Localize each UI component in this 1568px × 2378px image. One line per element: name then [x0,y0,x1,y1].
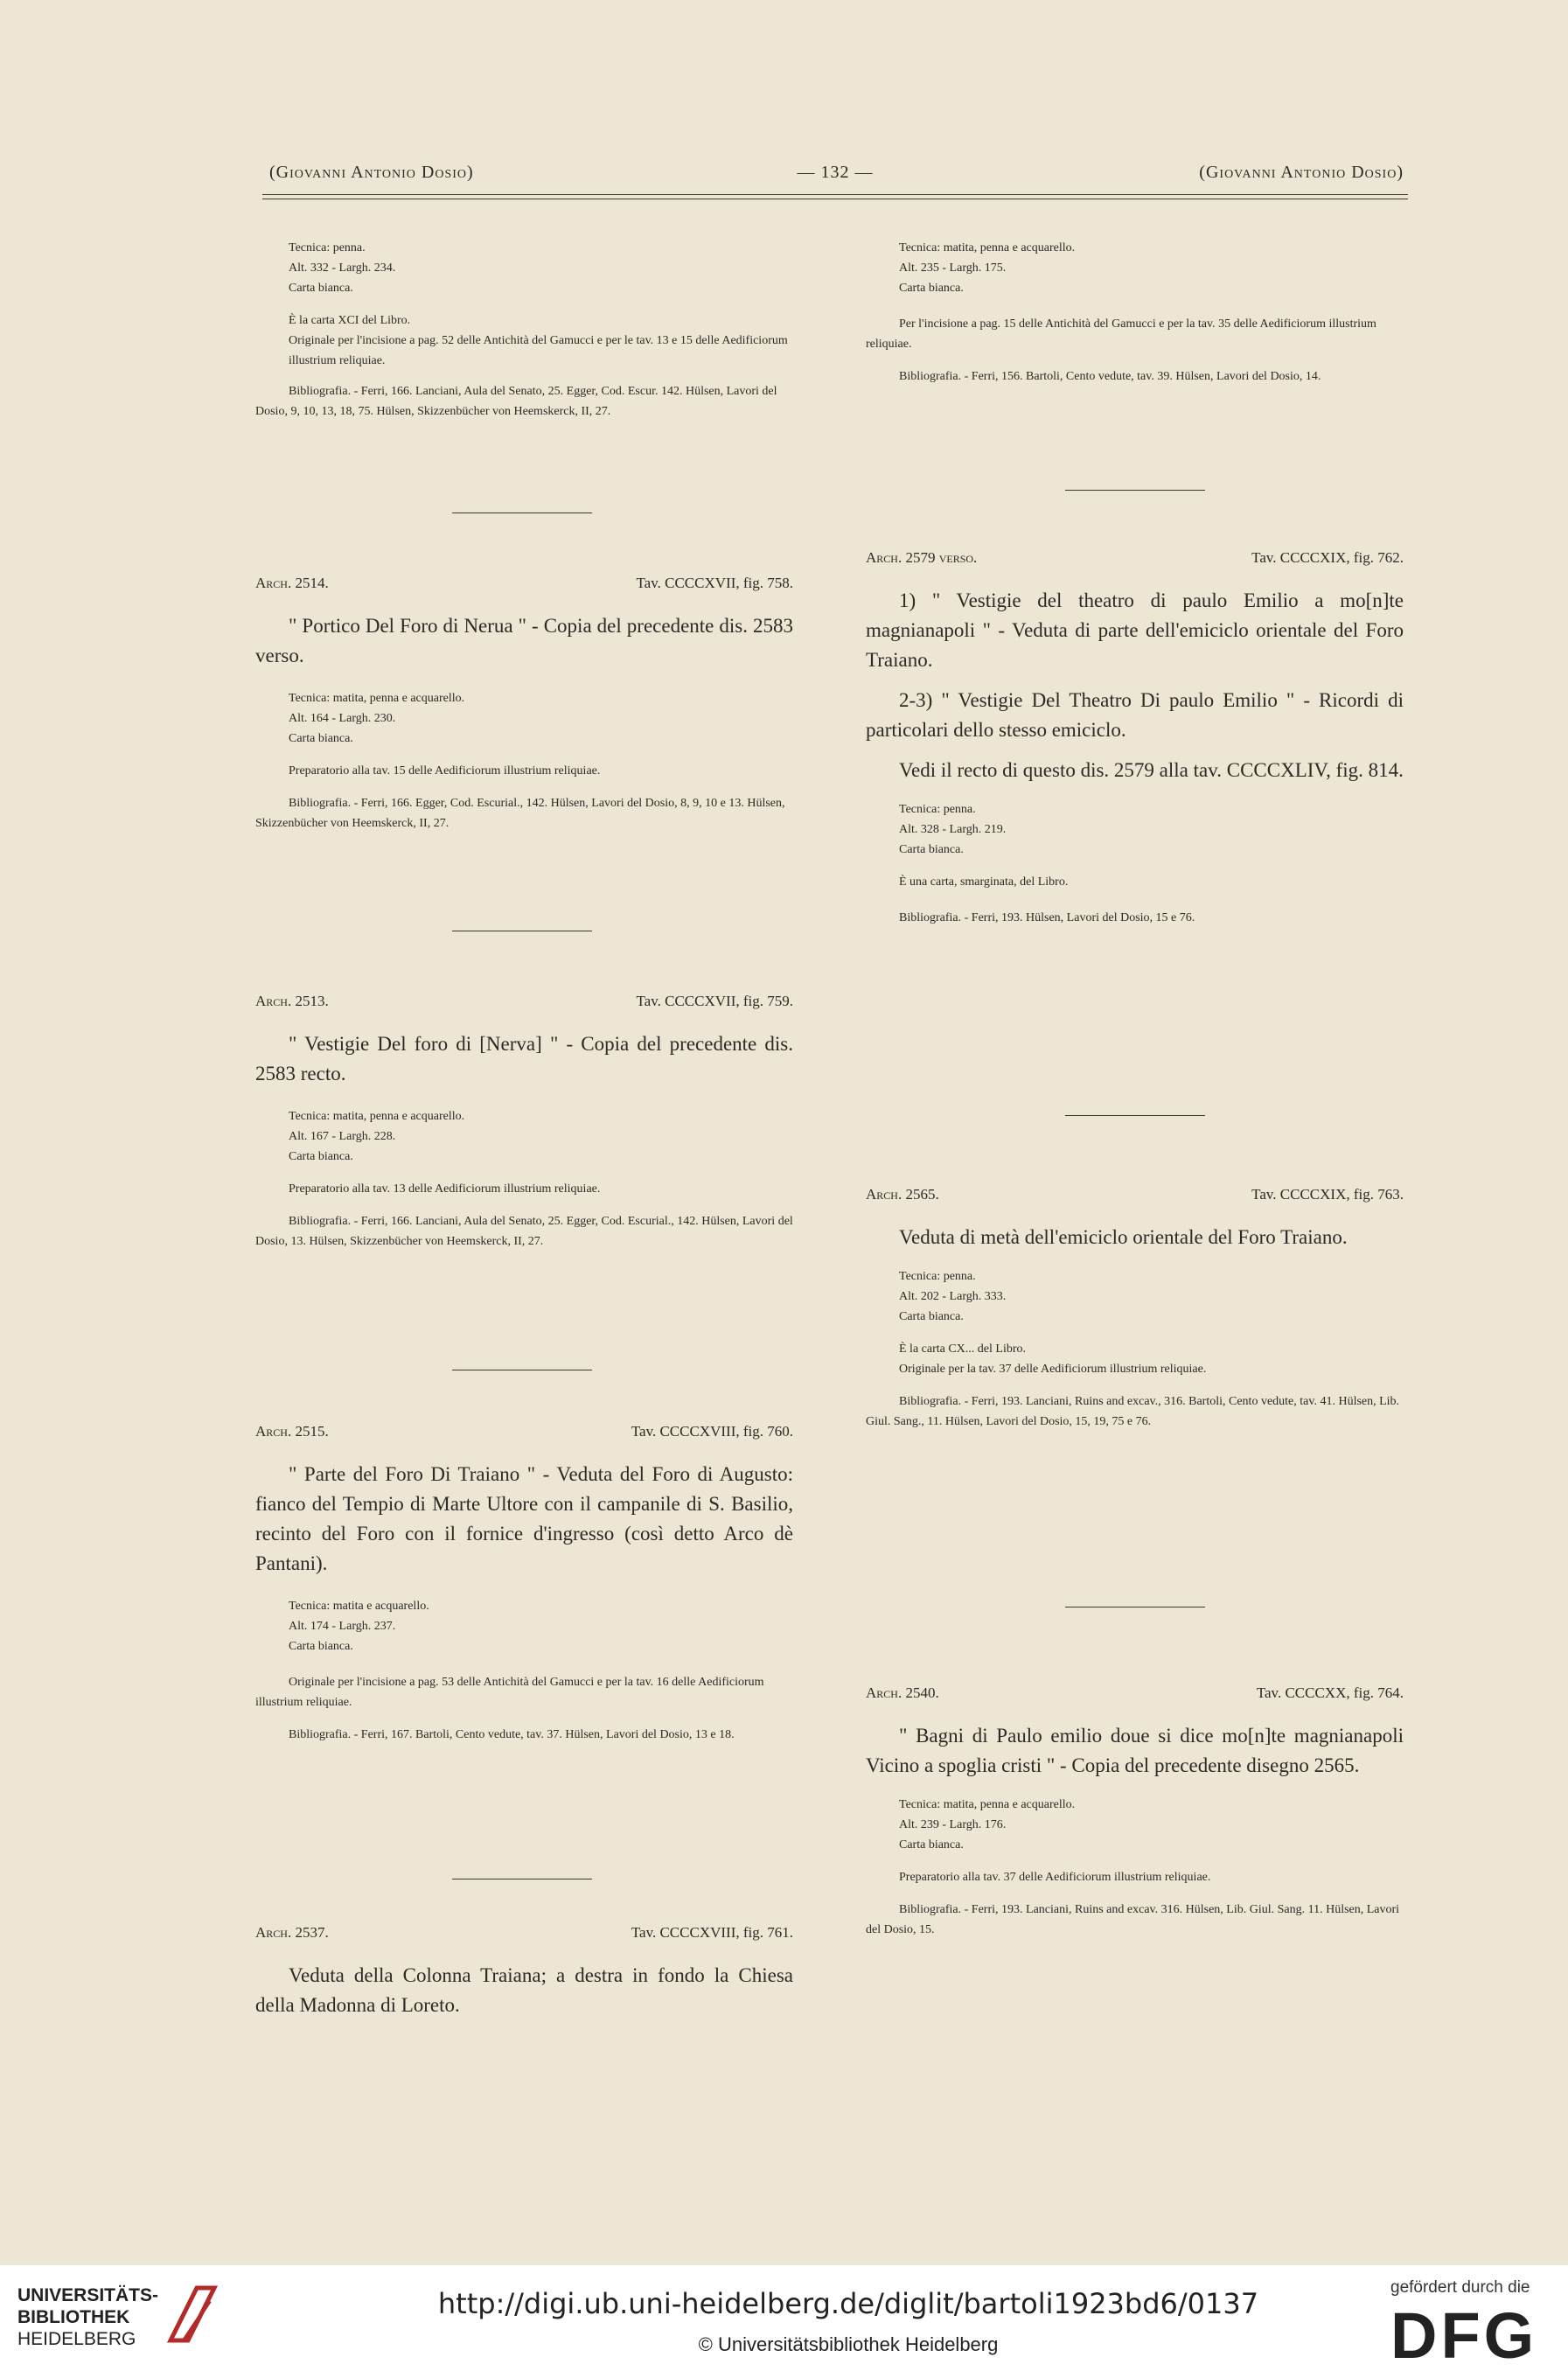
technique: Tecnica: matita, penna e acquarello. [289,692,465,705]
entry-header [866,1186,1404,1210]
dimensions: Alt. 174 - Largh. 237. [289,1620,396,1633]
entry-description: " Parte del Foro Di Traiano " - Veduta del Foro di Augusto: fianco del Tempio di Marte Ultore con il campanile di S. Basilio, recinto del Foro con il fornice d'ingresso (così detto Arco dè Pantani). [255,1463,793,1574]
left-column [255,0,793,2265]
header-right: (Giovanni Antonio Dosio) [1199,163,1404,182]
plate-reference: Tav. CCCCXVIII, fig. 760. [631,1423,793,1440]
original-note: Originale per l'incisione a pag. 53 delle Antichità del Gamucci e per la tav. 16 delle Aedificiorum illustrium reliquiae. [255,1676,764,1709]
original-note: Originale per l'incisione a pag. 52 delle Antichità del Gamucci e per le tav. 13 e 15 delle Aedificiorum illustrium reliquiae. [289,334,788,367]
entry-header [866,549,1404,574]
logo-line: HEIDELBERG [17,2329,136,2349]
original-note: Originale per la tav. 37 delle Aedificiorum illustrium reliquiae. [899,1363,1207,1376]
header-left: (Giovanni Antonio Dosio) [269,163,474,182]
technique: Tecnica: penna. [899,1270,976,1283]
arch-number: Arch. 2565. [866,1186,939,1203]
entry-2540 [866,1684,1404,1940]
paper: Carta bianca. [289,1150,353,1163]
technique: Tecnica: matita, penna e acquarello. [899,241,1076,255]
dfg-logo: DFG [1390,2299,1538,2372]
paper: Carta bianca. [899,1310,964,1323]
entry-2513 [255,993,793,1252]
technique: Tecnica: penna. [289,241,366,255]
entry-description: " Vestigie Del foro di [Nerva] " - Copia del precedente dis. 2583 recto. [255,1033,793,1084]
dimensions: Alt. 239 - Largh. 176. [899,1818,1007,1831]
separator [1065,1115,1205,1116]
dimensions: Alt. 235 - Largh. 175. [899,262,1007,275]
entry-description: Veduta della Colonna Traiana; a destra in fondo la Chiesa della Madonna di Loreto. [255,1964,793,2016]
entry-header [866,1684,1404,1709]
paper: Carta bianca. [289,1640,353,1653]
library-logo-icon [162,2279,223,2349]
paper: Carta bianca. [289,282,353,295]
dimensions: Alt. 332 - Largh. 234. [289,262,396,275]
note: È la carta XCI del Libro. [289,314,411,327]
entry-2579-verso [866,549,1404,928]
technique: Tecnica: matita, penna e acquarello. [899,1798,1076,1811]
bibliography: Bibliografia. - Ferri, 193. Lanciani, Ruins and excav. 316. Hülsen, Lib. Giul. Sang. 11. Hülsen, Lavori del Dosio, 15. [866,1903,1400,1936]
logo-line: UNIVERSITÄTS- [17,2285,159,2305]
entry-2515 [255,1423,793,1745]
plate-reference: Tav. CCCCXX, fig. 764. [1256,1684,1404,1701]
arch-number: Arch. 2540. [866,1684,939,1701]
entry-header [255,993,793,1017]
note: È una carta, smarginata, del Libro. [899,875,1069,889]
bibliography: Bibliografia. - Ferri, 156. Bartoli, Cento vedute, tav. 39. Hülsen, Lavori del Dosio, 14. [899,370,1321,383]
preparatory-note: Preparatorio alla tav. 37 delle Aedificiorum illustrium reliquiae. [899,1871,1211,1884]
preparatory-note: Preparatorio alla tav. 13 delle Aedificiorum illustrium reliquiae. [289,1182,601,1196]
cross-reference: Vedi il recto di questo dis. 2579 alla tav. CCCCXLIV, fig. 814. [899,759,1404,781]
entry-description: 1) " Vestigie del theatro di paulo Emilio a mo[n]te magnianapoli " - Veduta di parte dell'emiciclo orientale del Foro Traiano. [866,589,1404,671]
right-top-block [866,238,1404,387]
library-logo [17,2284,158,2350]
paper: Carta bianca. [899,282,964,295]
plate-reference: Tav. CCCCXIX, fig. 763. [1251,1186,1404,1203]
plate-reference: Tav. CCCCXVII, fig. 758. [636,575,793,591]
copyright: © Universitätsbibliothek Heidelberg [698,2333,999,2355]
funding-note: gefördert durch die [1390,2278,1530,2297]
bibliography: Bibliografia. - Ferri, 166. Egger, Cod. Escurial., 142. Hülsen, Lavori del Dosio, 8, 9, 10 e 13. Hülsen, Skizzenbücher von Heemskerck, II, 27. [255,797,785,830]
note: È la carta CX... del Libro. [899,1342,1027,1356]
entry-description: " Bagni di Paulo emilio doue si dice mo[n]te magnianapoli Vicino a spoglia cristi " - Copia del precedente disegno 2565. [866,1725,1404,1776]
dimensions: Alt. 202 - Largh. 333. [899,1290,1007,1303]
arch-number: Arch. 2537. [255,1924,329,1941]
plate-reference: Tav. CCCCXVIII, fig. 761. [631,1924,793,1941]
arch-number: Arch. 2579 verso. [866,549,978,566]
entry-2514 [255,575,793,833]
arch-number: Arch. 2515. [255,1423,329,1440]
technique: Tecnica: penna. [899,803,976,816]
technique: Tecnica: matita, penna e acquarello. [289,1110,465,1123]
entry-2565 [866,1186,1404,1432]
footer-bar [0,2265,1568,2378]
entry-header [255,575,793,599]
preparatory-note: Preparatorio alla tav. 15 delle Aedificiorum illustrium reliquiae. [289,764,601,778]
bibliography: Bibliografia. - Ferri, 193. Hülsen, Lavori del Dosio, 15 e 76. [899,911,1195,924]
plate-reference: Tav. CCCCXVII, fig. 759. [636,993,793,1009]
arch-number: Arch. 2514. [255,575,329,591]
dimensions: Alt. 164 - Largh. 230. [289,712,396,725]
entry-description: 2-3) " Vestigie Del Theatro Di paulo Emilio " - Ricordi di particolari dello stesso emiciclo. [866,689,1404,741]
permalink-url[interactable]: http://digi.ub.uni-heidelberg.de/diglit/bartoli1923bd6/0137 [437,2287,1259,2320]
bibliography: Bibliografia. - Ferri, 166. Lanciani, Aula del Senato, 25. Egger, Cod. Escur. 142. Hülsen, Lavori del Dosio, 9, 10, 13, 18, 75. Hülsen, Skizzenbücher von Heemskerck, II, 27. [255,385,777,418]
page-number: — 132 — [797,163,874,182]
entry-2537 [255,1924,793,2020]
paper: Carta bianca. [899,1838,964,1851]
technique: Tecnica: matita e acquarello. [289,1600,429,1613]
bibliography: Bibliografia. - Ferri, 166. Lanciani, Aula del Senato, 25. Egger, Cod. Escurial., 142. Hülsen, Lavori del Dosio, 13. Hülsen, Skizzenbücher von Heemskerck, II, 27. [255,1215,793,1248]
separator [1065,490,1205,491]
entry-header [255,1423,793,1447]
entry-header [255,1924,793,1949]
bibliography: Bibliografia. - Ferri, 167. Bartoli, Cento vedute, tav. 37. Hülsen, Lavori del Dosio, 13 e 18. [289,1728,735,1741]
bibliography: Bibliografia. - Ferri, 193. Lanciani, Ruins and excav., 316. Bartoli, Cento vedute, tav. 41. Hülsen, Lib. Giul. Sang., 11. Hülsen, Lavori del Dosio, 15, 19, 75 e 76. [866,1395,1400,1428]
entry-description: Veduta di metà dell'emiciclo orientale del Foro Traiano. [899,1226,1348,1248]
arch-number: Arch. 2513. [255,993,329,1009]
dimensions: Alt. 167 - Largh. 228. [289,1130,396,1143]
original-note: Per l'incisione a pag. 15 delle Antichità del Gamucci e per la tav. 35 delle Aedificiorum illustrium reliquiae. [866,317,1376,351]
plate-reference: Tav. CCCCXIX, fig. 762. [1251,549,1404,566]
entry-description: " Portico Del Foro di Nerua " - Copia del precedente dis. 2583 verso. [255,615,793,666]
paper: Carta bianca. [899,843,964,856]
right-column [866,0,1404,2265]
paper: Carta bianca. [289,732,353,745]
dimensions: Alt. 328 - Largh. 219. [899,823,1007,836]
logo-line: BIBLIOTHEK [17,2307,130,2327]
left-top-block [255,238,793,422]
